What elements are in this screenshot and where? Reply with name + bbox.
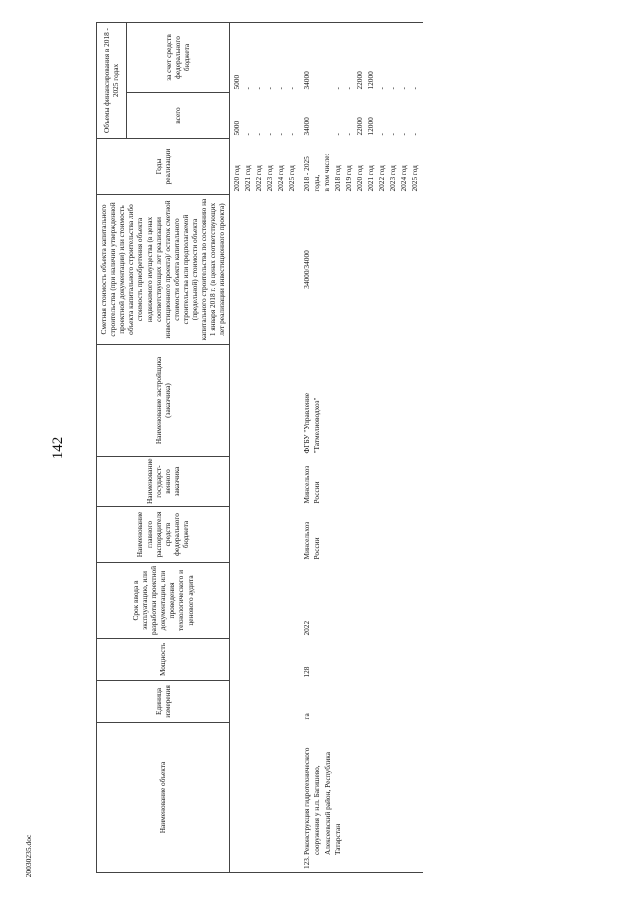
continuation-totals [229,93,300,139]
federal-cell: - [242,87,252,90]
year-cell: 2025 год [409,165,419,192]
year-cell: в том числе: [321,153,331,192]
header-unit: Единица измерения [97,681,230,723]
capacity-cell: 128 [301,666,311,678]
federal-cell: - [398,87,408,90]
header-capacity: Мощность [97,639,230,681]
row-number: 123. [301,856,311,869]
federal-cell: - [286,87,296,90]
continuation-federal [229,22,300,92]
year-cell: 2024 год [398,165,408,192]
year-cell: 2018 - 2025 годы, [301,156,322,192]
year-cell: 2018 год [332,165,342,192]
federal-cell: 22000 [354,71,364,90]
total-cell: - [264,133,274,136]
year-cell: 2024 год [275,165,285,192]
header-funding-group: Объемы финансирования в 2018 - 2025 годах [97,22,127,138]
total-cell: 12000 [365,117,375,136]
header-developer: Наименование застройщика (заказчика) [97,345,230,457]
federal-cell: - [376,87,386,90]
federal-cell: 34000 [301,71,311,90]
header-estimated-cost: Сметная стоимость объекта капитального строительства (при наличии утвержденной проектной документации) или стоимость объекта капитального строительства либо стоимость приобретения объекта недвижимого имущества (в ценах соответствующих лет реализации инвестиционного проекта)/ остаток сметной стоимости объекта капитального строительства или предполагаемой (предельной) стоимости объекта капитального строительства по состоянию на 1 января 2018 г. (в ценах соответствующих лет реализации инвестиционного проекта) [97,195,230,345]
unit-cell: га [301,713,311,720]
year-cell: 2019 год [343,165,353,192]
year-cell: 2020 год [231,165,241,192]
total-cell: - [242,133,252,136]
total-cell: - [332,133,342,136]
chief-manager-cell: Минсельхоз России [301,521,322,560]
financing-table-sheet [96,23,640,873]
header-years: Годы реализации [97,139,230,195]
continuation-row [229,22,300,872]
total-cell: - [275,133,285,136]
total-cell: - [376,133,386,136]
financing-table [96,22,423,873]
year-cell: 2021 год [365,165,375,192]
year-cell: 2021 год [242,165,252,192]
state-customer-cell: Минсельхоз России [301,465,322,504]
table-row [300,22,423,872]
page-number: 142 [50,436,66,460]
document-filename: 20030235.doc [24,834,33,878]
developer-cell: ФГБУ "Управление "Татмелиоводхоз" [301,393,322,454]
federal-cell: - [332,87,342,90]
header-state-customer: Наименование государст-венного заказчика [97,457,230,507]
year-cell: 2020 год [354,165,364,192]
total-cell: - [409,133,419,136]
total-cell: - [398,133,408,136]
header-federal-budget: за счет средств федерального бюджета [126,22,229,92]
totals-cell [300,93,423,139]
header-commission-term: Срок ввода в эксплуатацию, или разработки проектной документации, или проведения технологического и ценового аудита [97,563,230,639]
object-name: Реконструкция гидротехнического сооружения у н.п. Багишево, Алексеевский район, Республика Татарстан [301,747,343,855]
year-cell: 2022 год [253,165,263,192]
federal-cell: - [387,87,397,90]
federal-cell: - [343,87,353,90]
federal-cell: - [409,87,419,90]
federal-cell-group [300,22,423,92]
federal-cell: - [264,87,274,90]
year-cell: 2023 год [387,165,397,192]
total-cell [322,96,333,136]
years-cell [300,139,423,195]
continuation-years [229,139,300,195]
federal-cell: 12000 [365,71,375,90]
federal-cell: - [275,87,285,90]
commission-term-cell: 2022 [301,620,311,636]
estimated-cost-cell: 34000/34000 [301,250,311,289]
federal-cell: - [253,87,263,90]
total-cell: - [253,133,263,136]
total-cell: - [286,133,296,136]
year-cell: 2022 год [376,165,386,192]
total-cell: 22000 [354,117,364,136]
total-cell: 5000 [231,120,241,136]
header-object-name: Наименование объекта [97,723,230,873]
federal-cell [322,26,333,90]
header-chief-manager: Наименование главного распорядителя средств федерального бюджета [97,507,230,563]
total-cell: - [343,133,353,136]
total-cell: 34000 [301,117,311,136]
year-cell: 2025 год [286,165,296,192]
header-total: всего [126,93,229,139]
year-cell: 2023 год [264,165,274,192]
object-name-cell [300,723,423,873]
federal-cell: 5000 [231,74,241,90]
total-cell: - [387,133,397,136]
